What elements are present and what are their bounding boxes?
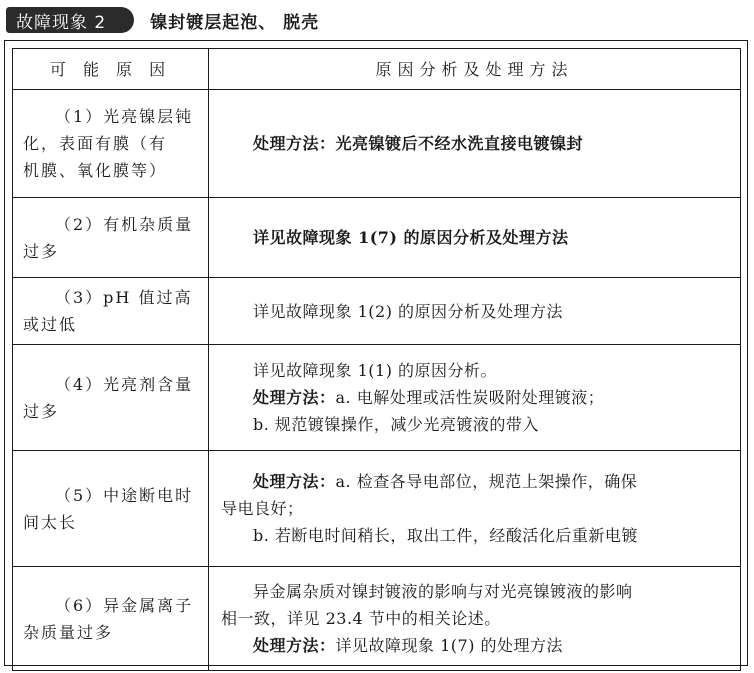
- analysis-text: b. 规范镀镍操作，减少光亮镀液的带入: [253, 415, 539, 434]
- cause-cell: [13, 278, 209, 345]
- analysis-cell: [209, 567, 741, 671]
- analysis-text: 详见故障现象 1(2) 的原因分析及处理方法: [253, 301, 564, 321]
- cause-line: （5）中途断电时: [55, 485, 194, 505]
- method-label: 处理方法：: [253, 134, 336, 153]
- fault-title: 镍封镀层起泡、 脱壳: [150, 12, 320, 33]
- cause-line: 或过低: [23, 315, 78, 334]
- analysis-text: a. 检查各导电部位，规范上架操作，确保: [335, 472, 638, 491]
- cause-line: 杂质量过多: [23, 622, 114, 642]
- cause-cell: [13, 198, 209, 278]
- analysis-text: b. 若断电时间稍长，取出工件，经酸活化后重新电镀: [253, 526, 638, 545]
- cause-cell: [13, 451, 209, 567]
- cause-line: （6）异金属离子: [55, 595, 194, 615]
- table-row: [13, 345, 741, 451]
- cause-line: （2）有机杂质量: [55, 214, 194, 234]
- table-row: [13, 90, 741, 198]
- cause-line: （4）光亮剂含量: [55, 374, 194, 394]
- table-row: [13, 278, 741, 345]
- cause-cell: [13, 90, 209, 198]
- analysis-text: 相一致，详见 23.4 节中的相关论述。: [221, 609, 501, 628]
- fault-table: [12, 48, 741, 671]
- analysis-text: 异金属杂质对镍封镀液的影响与对光亮镍镀液的影响: [253, 582, 633, 601]
- cause-cell: [13, 345, 209, 451]
- analysis-cell: [209, 198, 741, 278]
- cause-line: 间太长: [23, 512, 78, 532]
- analysis-text: 导电良好；: [221, 499, 304, 518]
- cause-line: 过多: [23, 241, 60, 261]
- table-row: [13, 451, 741, 567]
- cause-cell: [13, 567, 209, 671]
- cause-line: 过多: [23, 401, 60, 421]
- cause-line: 化，表面有膜（有: [23, 134, 168, 153]
- analysis-cell: [209, 278, 741, 345]
- analysis-text: 光亮镍镀后不经水洗直接电镀镍封: [335, 134, 584, 153]
- cause-line: （1）光亮镍层钝: [55, 107, 194, 126]
- cause-line: （3）pH 值过高: [55, 288, 193, 307]
- cause-line: 机膜、氧化膜等）: [23, 161, 168, 180]
- header-analysis: 原因分析及处理方法: [209, 49, 741, 90]
- fault-tag: 故障现象 2: [6, 7, 134, 33]
- analysis-text: 详见故障现象 1(1) 的原因分析。: [253, 361, 498, 380]
- table-header-row: [13, 49, 741, 90]
- analysis-text: 详见故障现象 1(7) 的原因分析及处理方法: [253, 228, 569, 247]
- section-header: [6, 6, 319, 34]
- analysis-cell: [209, 451, 741, 567]
- method-label: 处理方法：: [253, 388, 336, 407]
- analysis-text: 详见故障现象 1(7) 的处理方法: [335, 636, 564, 655]
- method-label: 处理方法：: [253, 636, 336, 655]
- analysis-cell: [209, 90, 741, 198]
- analysis-cell: [209, 345, 741, 451]
- method-label: 处理方法：: [253, 472, 336, 491]
- table-row: [13, 198, 741, 278]
- header-causes: 可 能 原 因: [13, 49, 209, 90]
- analysis-text: a. 电解处理或活性炭吸附处理镀液；: [335, 388, 605, 407]
- table-row: [13, 567, 741, 671]
